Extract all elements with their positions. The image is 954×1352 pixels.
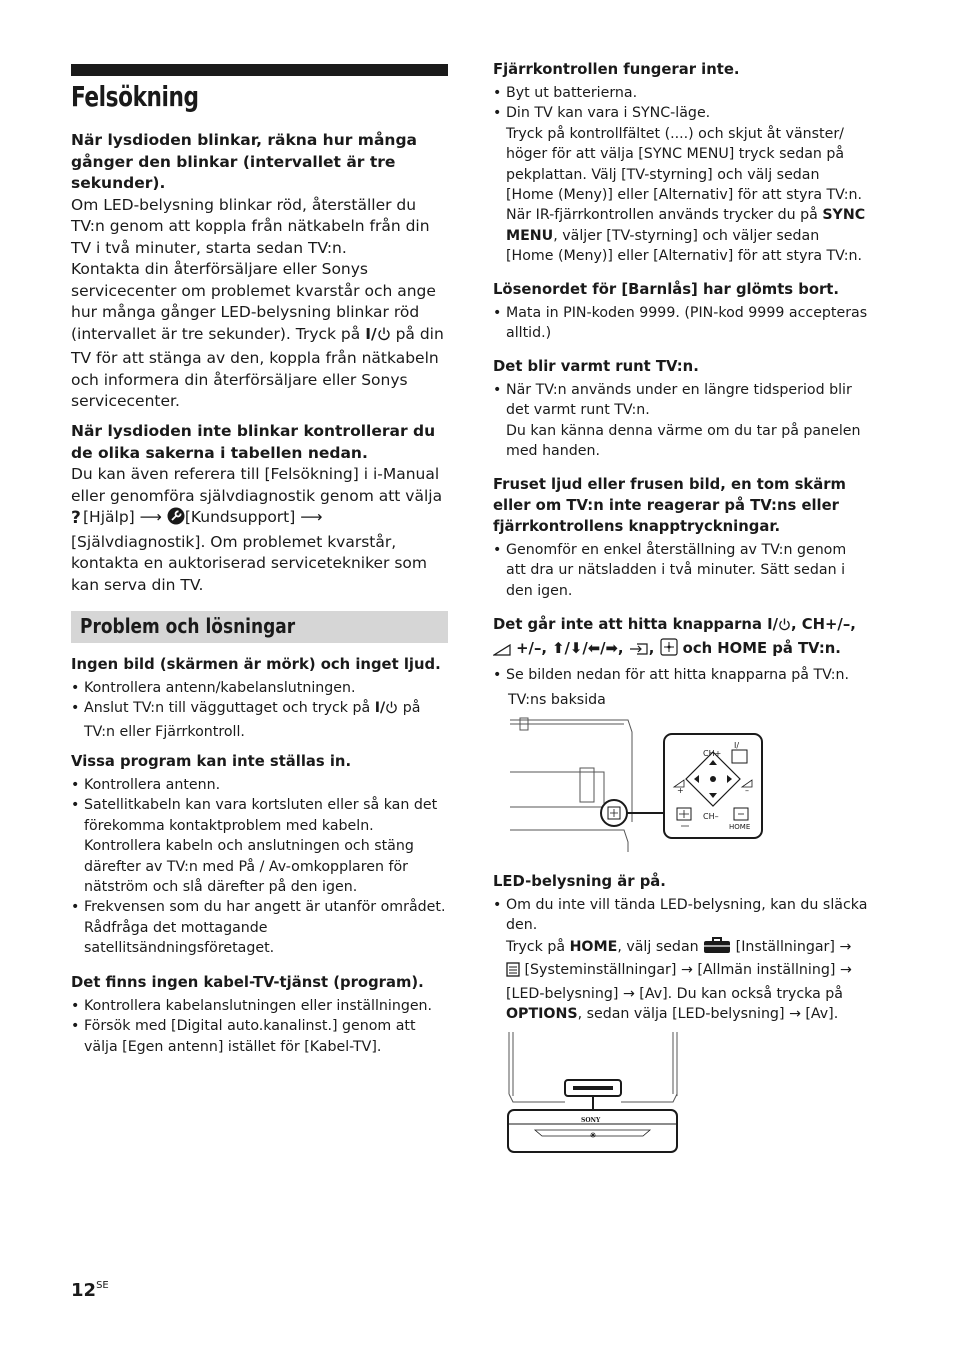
- list-item: • Försök med [Digital auto.kanalinst.] genom att välja [Egen antenn] istället för [Kabel-TV].: [71, 1016, 448, 1057]
- solution-list: [493, 895, 868, 1024]
- diagram-label-ch-minus: CH–: [703, 812, 719, 821]
- page-number: $12^{SE}$: [71, 1280, 109, 1301]
- svg-text:?: ?: [71, 508, 81, 525]
- arrow-icon: ⟶: [300, 508, 323, 526]
- page-title: Felsökning: [71, 80, 199, 113]
- diagram-label-ch-plus: CH+: [703, 749, 722, 758]
- intro-blinking: [71, 130, 448, 413]
- arrow-icon: ⟶: [139, 508, 162, 526]
- solution-list: [71, 678, 448, 742]
- list-item: • Din TV kan vara i SYNC-läge. Tryck på kontrollfältet (....) och skjut åt vänster/ höger för att välja [SYNC MENU] tryck sedan på pekplattan. Välj [TV-styrning] och välj sedan [Home (Meny)] eller [Alternativ] för att styra TV:n. När IR-fjärrkontrollen används trycker du på SYNC MENU, väljer [TV-styrning] och väljer sedan [Home (Meny)] eller [Alternativ] för att styra TV:n.: [493, 103, 868, 266]
- problem-heading: LED-belysning är på.: [493, 873, 666, 890]
- power-icon: [778, 617, 791, 638]
- problem-heat: [493, 356, 868, 462]
- intro-blinking-text: Om LED-belysning blinkar röd, återställer du TV:n genom att koppla från nätkabeln från din TV i två minuter, starta sedan TV:n.: [71, 195, 430, 257]
- tv-front-led-diagram: [505, 1032, 680, 1156]
- list-item-detail: Du kan känna denna värme om du tar på panelen med handen.: [506, 422, 861, 460]
- list-item: • Frekvensen som du har angett är utanför området. Rådfråga det mottagande satellitsändningsföretaget.: [71, 897, 448, 958]
- list-item: • Mata in PIN-koden 9999. (PIN-kod 9999 accepteras alltid.): [493, 303, 868, 344]
- problem-cable: [71, 972, 448, 1057]
- solution-list: [493, 540, 868, 601]
- problem-frozen: [493, 474, 868, 601]
- power-icon: [377, 326, 391, 349]
- list-item-detail: Tryck på kontrollfältet (....) och skjut åt vänster/ höger för att välja [SYNC MENU] tryck sedan på pekplattan. Välj [TV-styrning] och välj sedan [Home (Meny)] eller [Alternativ] för att styra TV:n. När IR-fjärrkontrollen används trycker du på SYNC MENU, väljer [TV-styrning] och väljer sedan [Home (Meny)] eller [Alternativ] för att styra TV:n.: [506, 125, 866, 265]
- figure-label: TV:ns baksida: [508, 692, 606, 708]
- problem-remote: [493, 59, 868, 267]
- intro-blinking-heading: När lysdioden blinkar, räkna hur många gånger den blinkar (intervallet är tre sekunder).: [71, 131, 417, 192]
- solution-list: [71, 996, 448, 1057]
- list-item: • Se bilden nedan för att hitta knapparna på TV:n.: [493, 665, 868, 685]
- list-item: • Anslut TV:n till vägguttaget och tryck på I/ på TV:n eller Fjärrkontroll.: [71, 698, 448, 742]
- problem-heading: Ingen bild (skärmen är mörk) och inget ljud.: [71, 656, 441, 673]
- intro-contact-text: Kontakta din återförsäljare eller Sonys servicecenter om problemet kvarstår och ange hur många gånger LED-belysning blinkar röd (intervallet är tre sekunder). Tryck på I/ på din TV för att stänga av den, koppla från nätkabeln och informera din återförsäljare eller Sonys servicecenter.: [71, 260, 444, 410]
- svg-text:+: +: [677, 786, 684, 795]
- power-icon: [385, 700, 398, 721]
- problem-heading: Fruset ljud eller frusen bild, en tom skärm eller om TV:n inte reagerar på TV:ns eller fjärrkontrollens knapptryckningar.: [493, 476, 846, 535]
- problem-heading: Lösenordet för [Barnlås] har glömts bort.: [493, 281, 839, 298]
- problem-heading: Vissa program kan inte ställas in.: [71, 753, 352, 770]
- problem-heading: Fjärrkontrollen fungerar inte.: [493, 61, 740, 78]
- joystick-button-icon: [660, 638, 678, 662]
- solution-list: [493, 380, 868, 462]
- problem-no-picture: [71, 654, 448, 742]
- problem-buttons: [493, 614, 868, 685]
- list-item: • Kontrollera kabelanslutningen eller inställningen.: [71, 996, 448, 1016]
- list-item: • Kontrollera antenn/kabelanslutningen.: [71, 678, 448, 698]
- solution-list: [71, 775, 448, 959]
- support-wrench-icon: [167, 507, 185, 532]
- diagram-label-home: HOME: [729, 823, 751, 831]
- problem-heading: Det finns ingen kabel-TV-tjänst (program).: [71, 974, 424, 991]
- solution-list: [493, 665, 868, 685]
- svg-text:–: –: [745, 786, 749, 795]
- diagram-label-power: I/: [734, 741, 740, 750]
- problem-led: [493, 871, 868, 1024]
- section-title: Problem och lösningar: [80, 614, 296, 638]
- tv-back-diagram: [504, 712, 779, 857]
- intro-not-blinking-text: Du kan även referera till [Felsökning] i i-Manual eller genomföra självdiagnostik genom att välja ? [Hjälp] ⟶ [Kundsupport] ⟶ [Självdiagnostik]. Om problemet kvarstår, kontakta en auktoriserad servicetekniker som kan serva din TV.: [71, 465, 443, 594]
- problem-heading: Det går inte att hitta knapparna I/ , CH+/–, +/–, ⬆/⬇/⬅/➡, , och HOME på TV:n.: [493, 614, 868, 662]
- intro-not-blinking: [71, 421, 448, 596]
- list-item-detail: Tryck på HOME, välj sedan [Inställningar] → [Systeminställningar] → [Allmän inställning] → [LED-belysning] → [Av]. Du kan också trycka på OPTIONS, sedan välja [LED-belysning] → [Av].: [506, 936, 868, 1025]
- list-item: • Kontrollera antenn.: [71, 775, 448, 795]
- volume-icon: [493, 641, 511, 662]
- help-icon: [71, 508, 83, 532]
- solution-list: [493, 83, 868, 267]
- list-item: • Om du inte vill tända LED-belysning, kan du släcka den. Tryck på HOME, välj sedan [Inställningar] → [Systeminställningar] → [Allmän inställning] → [LED-belysning] → [Av]. Du kan också trycka på OPTIONS, sedan välja [LED-belysning] → [Av].: [493, 895, 868, 1024]
- section-header: [71, 611, 448, 643]
- list-item: • När TV:n används under en längre tidsperiod blir det varmt runt TV:n. Du kan känna denna värme om du tar på panelen med handen.: [493, 380, 868, 462]
- title-rule: [71, 64, 448, 76]
- intro-not-blinking-heading: När lysdioden inte blinkar kontrollerar du de olika sakerna i tabellen nedan.: [71, 422, 436, 462]
- problem-password: [493, 279, 868, 344]
- list-item: • Satellitkabeln kan vara kortsluten eller så kan det förekomma kontaktproblem med kabeln. Kontrollera kabeln och anslutningen och stäng därefter av TV:n med På / Av-omkopplaren för nätström och slå därefter på den igen.: [71, 795, 448, 897]
- problem-channels: [71, 751, 448, 959]
- problem-heading: Det blir varmt runt TV:n.: [493, 358, 699, 375]
- list-item: • Byt ut batterierna.: [493, 83, 868, 103]
- solution-list: [493, 303, 868, 344]
- toolbox-icon: [703, 936, 731, 960]
- list-item: • Genomför en enkel återställning av TV:n genom att dra ur nätsladden i två minuter. Sätt sedan i den igen.: [493, 540, 868, 601]
- system-settings-icon: [506, 962, 520, 983]
- brand-logo-text: SONY: [581, 1117, 601, 1124]
- input-icon: [629, 641, 649, 662]
